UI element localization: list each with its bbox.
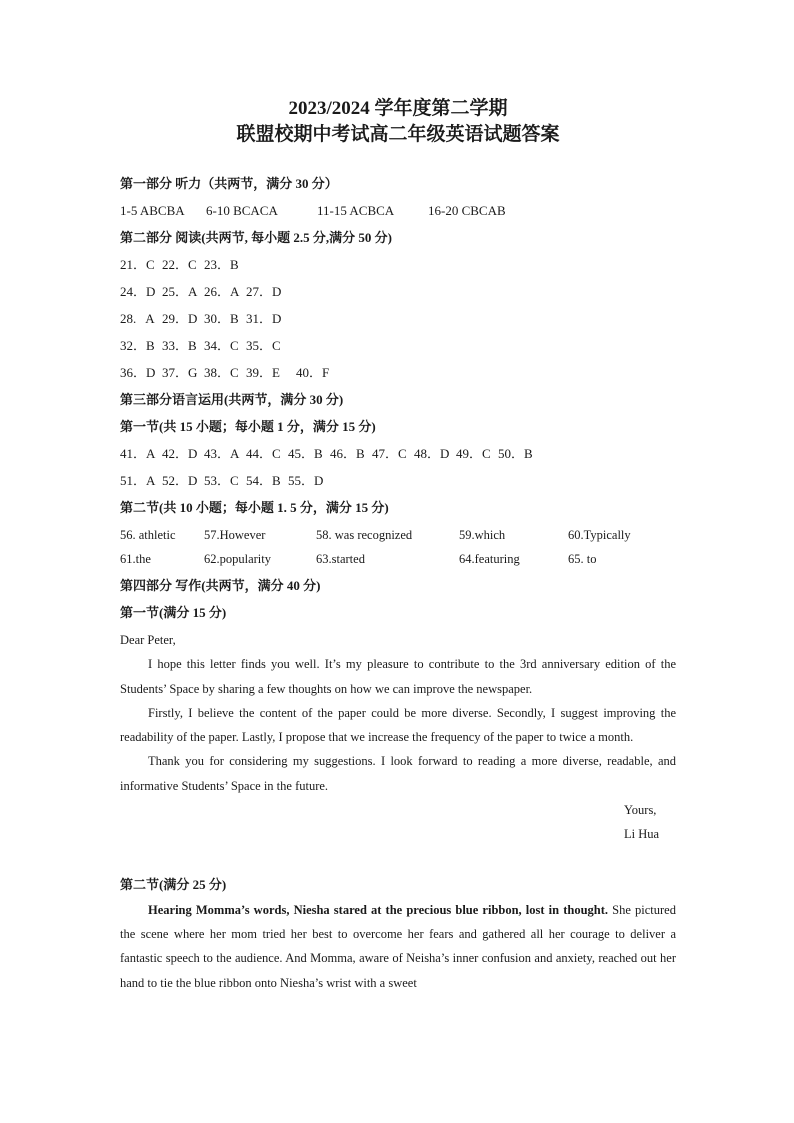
part1-answer: 1-5 ABCBA xyxy=(120,203,185,218)
part3-heading: 第三部分语言运用(共两节，满分 30 分) xyxy=(120,392,344,407)
answer-item: 22．C xyxy=(162,257,197,272)
spacer xyxy=(120,847,676,871)
part1-answer: 16-20 CBCAB xyxy=(428,203,506,218)
answer-item: 38．C xyxy=(204,365,239,380)
fill-answer: 64.featuring xyxy=(459,552,520,566)
answer-item: 25．A xyxy=(162,284,198,299)
answer-item: 27．D xyxy=(246,284,282,299)
part4-section2-heading: 第二节(满分 25 分) xyxy=(120,876,227,892)
part3-section1-heading: 第一节(共 15 小题；每小题 1 分，满分 15 分) xyxy=(120,419,376,434)
answer-item: 36．D xyxy=(120,365,156,380)
answer-item: 30．B xyxy=(204,311,239,326)
answer-item: 28. A xyxy=(120,311,155,326)
part2-heading: 第二部分 阅读(共两节, 每小题 2.5 分,满分 50 分) xyxy=(120,230,392,245)
answer-item: 39．E xyxy=(246,365,280,380)
document-title-line1: 2023/2024 学年度第二学期 xyxy=(288,98,508,119)
answer-item: 48．D xyxy=(414,446,450,461)
answer-item: 51．A xyxy=(120,473,156,488)
fill-answer: 62.popularity xyxy=(204,552,272,566)
answer-item: 33．B xyxy=(162,338,197,353)
continuation-lead: Hearing Momma’s words, Niesha stared at the precious blue ribbon, lost in thought. xyxy=(148,902,609,917)
letter-paragraph: I hope this letter finds you well. It’s my pleasure to contribute to the 3rd anniversary edition of the Students’ Space by sharing a few thoughts on how we can improve the newspaper. xyxy=(120,657,676,696)
part2-answer-row xyxy=(120,332,676,359)
answer-item: 47．C xyxy=(372,446,407,461)
fill-answer: 57.However xyxy=(204,528,266,542)
letter-paragraph: Firstly, I believe the content of the paper could be more diverse. Secondly, I suggest improving the readability of the paper. Lastly, I propose that we increase the frequency of the paper to twice a month. xyxy=(120,705,676,745)
letter-signature: Li Hua xyxy=(624,827,660,842)
part1-heading: 第一部分 听力（共两节，满分 30 分） xyxy=(120,176,338,191)
continuation-paragraph xyxy=(120,898,676,995)
letter-greeting: Dear Peter, xyxy=(120,633,176,647)
answer-item: 32．B xyxy=(120,338,155,353)
answer-item: 46．B xyxy=(330,446,365,461)
continuation-text: She pictured the scene where her mom tried her best to overcome her fears and gathered all her courage to deliver a fantastic speech to the audience. And Momma, aware of Neisha’s inner confusion and anxiety, reached out her hand to tie the blue ribbon onto Niesha’s wrist with a sweet xyxy=(120,902,676,990)
fill-answer: 63.started xyxy=(316,552,365,566)
part3-answer-row xyxy=(120,440,676,467)
part1-answers xyxy=(120,197,676,224)
answer-item: 24．D xyxy=(120,284,156,299)
answer-item: 34．C xyxy=(204,338,239,353)
part3-section2-answers xyxy=(120,523,676,571)
answer-item: 53．C xyxy=(204,473,239,488)
fill-answer: 59.which xyxy=(459,528,506,542)
part2-answer-row xyxy=(120,359,676,386)
answer-item: 43．A xyxy=(204,446,240,461)
letter-paragraph: Thank you for considering my suggestions. I look forward to reading a more diverse, readable, and informative Students’ Space in the future. xyxy=(120,754,676,793)
answer-item: 54．B xyxy=(246,473,281,488)
letter-closing: Yours, xyxy=(624,803,657,818)
part4-heading: 第四部分 写作(共两节，满分 40 分) xyxy=(120,578,321,593)
part1-answer: 11-15 ACBCA xyxy=(317,203,395,218)
answer-item: 42．D xyxy=(162,446,198,461)
fill-answer: 65. to xyxy=(568,552,597,566)
fill-answer: 56. athletic xyxy=(120,528,176,542)
answer-item: 29．D xyxy=(162,311,198,326)
answer-item: 55．D xyxy=(288,473,324,488)
part2-answer-row xyxy=(120,251,676,278)
answer-item: 52．D xyxy=(162,473,198,488)
fill-answer: 58. was recognized xyxy=(316,528,413,542)
part2-answer-row xyxy=(120,278,676,305)
answer-document xyxy=(120,96,676,995)
part3-answer-row xyxy=(120,467,676,494)
answer-item: 40．F xyxy=(296,365,330,380)
part1-answer: 6-10 BCACA xyxy=(206,203,278,218)
answer-item: 35．C xyxy=(246,338,281,353)
answer-item: 26．A xyxy=(204,284,240,299)
answer-item: 37．G xyxy=(162,365,198,380)
part2-answer-row xyxy=(120,305,676,332)
document-title-line2: 联盟校期中考试高二年级英语试题答案 xyxy=(236,124,560,145)
answer-item: 31．D xyxy=(246,311,282,326)
answer-item: 23．B xyxy=(204,257,239,272)
answer-item: 50．B xyxy=(498,446,533,461)
part4-section1-heading: 第一节(满分 15 分) xyxy=(120,605,227,620)
fill-answer: 61.the xyxy=(120,552,151,566)
answer-item: 21．C xyxy=(120,257,155,272)
answer-item: 45．B xyxy=(288,446,323,461)
part3-section2-heading: 第二节(共 10 小题；每小题 1. 5 分，满分 15 分) xyxy=(120,500,389,515)
answer-item: 49．C xyxy=(456,446,491,461)
answer-item: 44．C xyxy=(246,446,281,461)
fill-answer: 60.Typically xyxy=(568,528,631,542)
answer-item: 41．A xyxy=(120,446,156,461)
